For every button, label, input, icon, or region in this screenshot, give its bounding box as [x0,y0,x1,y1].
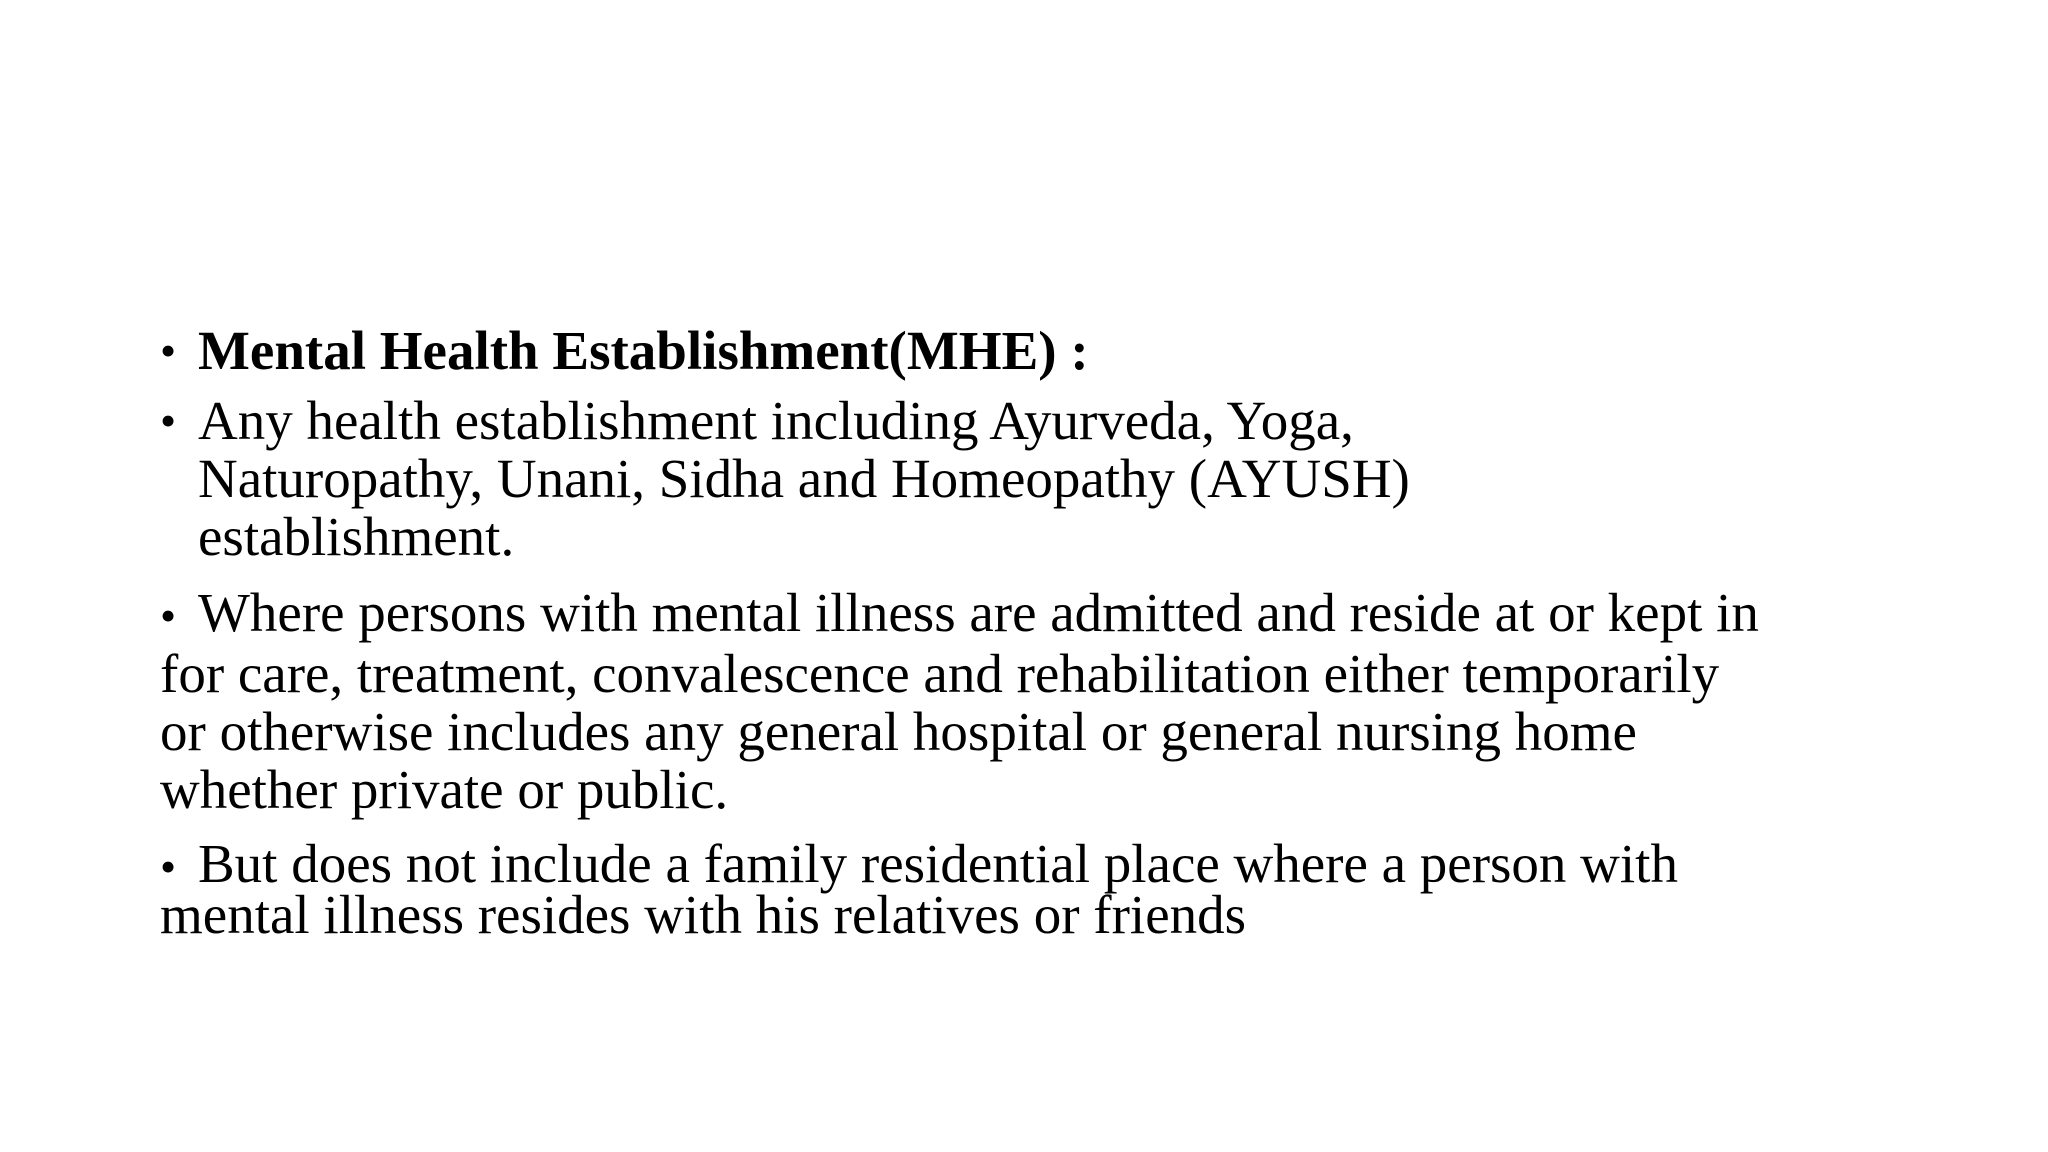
item-text-line-content: But does not include a family residential place where a person with [198,833,1678,894]
item-text-line-content: Where persons with mental illness are admitted and reside at or kept in [198,582,1759,643]
item-text-line: mental illness resides with his relatives or friends [160,884,1247,945]
item-text-line: whether private or public. [160,759,729,820]
item-text-line: for care, treatment, convalescence and rehabilitation either temporarily [160,643,1720,704]
bullet-icon: • [160,590,177,641]
bullet-icon: • [160,395,177,446]
item-text-line: or otherwise includes any general hospital or general nursing home [160,701,1637,762]
bullet-list [160,322,1920,944]
item-text-line: establishment. [198,506,515,567]
bullet-item-mhe-heading [160,322,1920,380]
bullet-icon: • [160,325,177,376]
item-text-line: Any health establishment including Ayurveda, Yoga, [198,390,1354,451]
bullet-item-ayush [160,392,1920,566]
heading-text: Mental Health Establishment(MHE) : [198,320,1089,381]
bullet-item-exclusion [160,835,1920,944]
bullet-item-admission [160,584,1920,819]
item-text-line: Naturopathy, Unani, Sidha and Homeopathy (AYUSH) [198,448,1410,509]
item-text-line [160,584,1920,645]
bullet-icon: • [160,841,177,892]
